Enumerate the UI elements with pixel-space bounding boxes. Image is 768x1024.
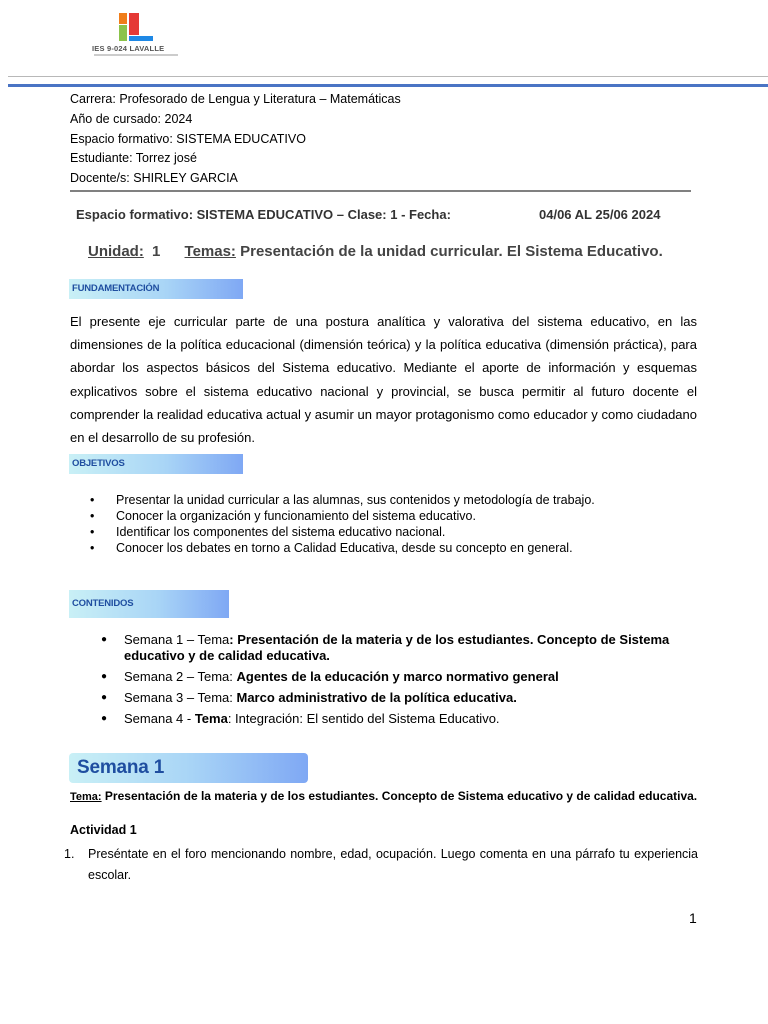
contenido-bold: Tema xyxy=(194,711,228,726)
list-item: • Presentar la unidad curricular a las alumnas, sus contenidos y metodología de trabajo. xyxy=(70,492,690,508)
contenido-prefix: Semana 2 – Tema: xyxy=(124,669,237,684)
unidad-label: Unidad: xyxy=(88,243,144,260)
actividad-item xyxy=(64,844,698,886)
contenido-suffix: : Integración: El sentido del Sistema Educativo. xyxy=(227,711,500,726)
contenido-bold: Marco administrativo de la política educativa. xyxy=(236,690,517,705)
info-espacio: Espacio formativo: SISTEMA EDUCATIVO xyxy=(70,132,306,146)
unidad-number: 1 xyxy=(152,243,161,260)
contenido-prefix: Semana 1 – Tema xyxy=(124,632,230,647)
section-banner-fundamentacion: FUNDAMENTACIÓN xyxy=(69,279,243,299)
logo-green-block xyxy=(119,25,127,41)
actividad-item-text: Preséntate en el foro mencionando nombre, edad, ocupación. Luego comenta en una párrafo tu experiencia escolar. xyxy=(88,847,698,882)
contenido-prefix: Semana 3 – Tema: xyxy=(124,690,237,705)
list-item xyxy=(70,711,670,727)
logo-blue-block xyxy=(129,36,153,41)
logo-orange-block xyxy=(119,13,127,24)
list-item: • Conocer la organización y funcionamiento del sistema educativo. xyxy=(70,508,690,524)
section-banner-semana: Semana 1 xyxy=(69,753,308,783)
actividad-title: Actividad 1 xyxy=(70,823,137,837)
list-item xyxy=(70,669,670,685)
info-carrera: Carrera: Profesorado de Lengua y Literatura – Matemáticas xyxy=(70,92,401,106)
list-item: • Identificar los componentes del sistema educativo nacional. xyxy=(70,524,690,540)
list-item xyxy=(70,690,670,706)
info-estudiante: Estudiante: Torrez josé xyxy=(70,151,197,165)
unidad-header xyxy=(88,243,663,260)
info-separator xyxy=(70,190,691,192)
tema-text: Presentación de la materia y de los estudiantes. Concepto de Sistema educativo y de calidad educativa. xyxy=(101,789,698,803)
institution-logo xyxy=(92,12,188,58)
contenido-bold: Agentes de la educación y marco normativo general xyxy=(236,669,559,684)
objetivos-list xyxy=(70,492,690,556)
logo-subline xyxy=(94,54,178,56)
actividad-item-number: 1. xyxy=(64,847,75,861)
contenidos-list xyxy=(70,632,670,732)
header-blue-rule xyxy=(8,84,768,87)
section-banner-contenidos: CONTENIDOS xyxy=(69,590,229,618)
contenido-bold: : Presentación de la materia y de los estudiantes. Concepto de Sistema educativo y de calidad educativa. xyxy=(124,632,670,663)
section-banner-objetivos: OBJETIVOS xyxy=(69,454,243,474)
temas-text: Presentación de la unidad curricular. El Sistema Educativo. xyxy=(240,243,663,260)
clase-fecha: 04/06 AL 25/06 2024 xyxy=(539,207,661,222)
info-anio: Año de cursado: 2024 xyxy=(70,112,193,126)
fundamentacion-paragraph: El presente eje curricular parte de una postura analítica y valorativa del sistema educativo, en las dimensiones de la política educacional (dimensión teórica) y la política educativa (dimensión práctica), para abordar los aspectos básicos del Sistema educativo. Mediante el aporte de información y esquemas explicativos sobre el sistema educativo nacional y provincial, se busca permitir al futuro docente el comprender la realidad educativa actual y asumir un mayor protagonismo como educador y como ciudadano en el desarrollo de su profesión. xyxy=(70,314,697,446)
list-item xyxy=(70,632,670,664)
semana-tema xyxy=(70,790,700,804)
logo-red-block xyxy=(129,13,139,35)
tema-label: Tema: xyxy=(70,791,102,803)
clase-header: Espacio formativo: SISTEMA EDUCATIVO – Clase: 1 - Fecha: xyxy=(76,207,451,222)
temas-label: Temas: xyxy=(184,243,236,260)
contenido-prefix: Semana 4 - xyxy=(124,711,195,726)
page-number: 1 xyxy=(689,910,697,926)
header-thin-rule xyxy=(8,76,768,77)
logo-text: IES 9-024 LAVALLE xyxy=(92,44,165,53)
list-item: • Conocer los debates en torno a Calidad Educativa, desde su concepto en general. xyxy=(70,540,690,556)
info-docente: Docente/s: SHIRLEY GARCIA xyxy=(70,171,238,185)
